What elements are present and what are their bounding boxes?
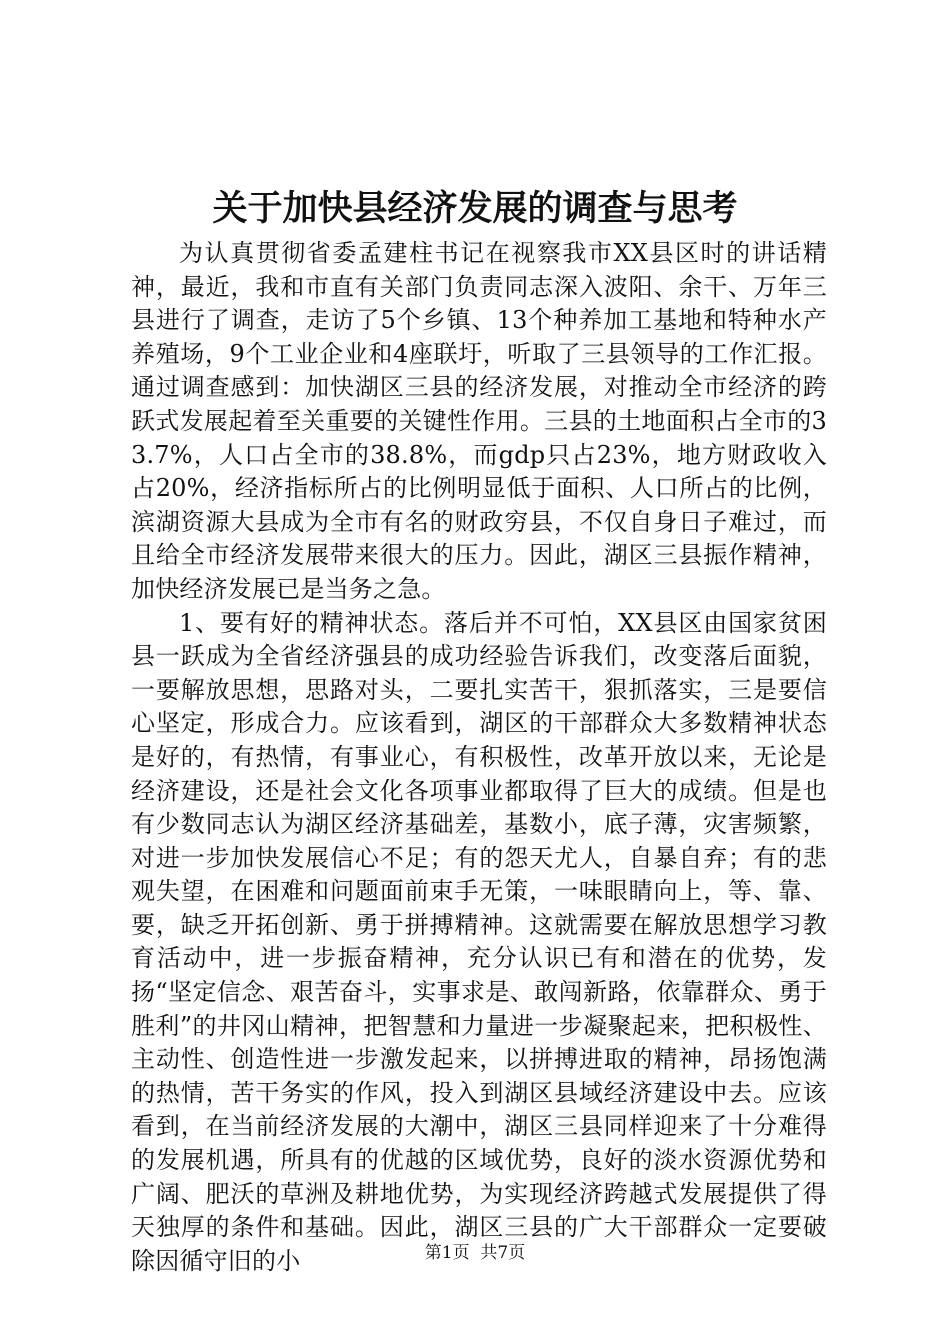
page-footer [0, 1242, 950, 1264]
page-number: 第1页 [424, 1243, 470, 1263]
page-total: 共7页 [480, 1243, 526, 1263]
footer-separator [470, 1243, 481, 1263]
paragraph-section-1: 1、要有好的精神状态。落后并不可怕，XX县区由国家贫困县一跃成为全省经济强县的成功经验告诉我们，改变落后面貌，一要解放思想，思路对头，二要扎实苦干，狠抓落实，三是要信心坚定，形成合力。应该看到，湖区的干部群众大多数精神状态是好的，有热情，有事业心，有积极性，改革开放以来，无论是经济建设，还是社会文化各项事业都取得了巨大的成绩。但是也有少数同志认为湖区经济基础差，基数小，底子薄，灾害频繁，对进一步加快发展信心不足；有的怨天尤人，自暴自弃；有的悲观失望，在困难和问题面前束手无策，一味眼睛向上，等、靠、要，缺乏开拓创新、勇于拼搏精神。这就需要在解放思想学习教育活动中，进一步振奋精神，充分认识已有和潜在的优势，发扬“坚定信念、艰苦奋斗，实事求是、敢闯新路，依靠群众、勇于胜利”的井冈山精神，把智慧和力量进一步凝聚起来，把积极性、主动性、创造性进一步激发起来，以拼搏进取的精神，昂扬饱满的热情，苦干务实的作风，投入到湖区县域经济建设中去。应该看到，在当前经济发展的大潮中，湖区三县同样迎来了十分难得的发展机遇，所具有的优越的区域优势，良好的淡水资源优势和广阔、肥沃的草洲及耕地优势，为实现经济跨越式发展提供了得天独厚的条件和基础。因此，湖区三县的广大干部群众一定要破除因循守旧的小 [131, 608, 827, 1275]
paragraph-intro: 为认真贯彻省委孟建柱书记在视察我市XX县区时的讲话精神，最近，我和市直有关部门负责同志深入波阳、余干、万年三县进行了调查，走访了5个乡镇、13个种养加工基地和特种水产养殖场，9个工业企业和4座联圩，听取了三县领导的工作汇报。通过调查感到：加快湖区三县的经济发展，对推动全市经济的跨跃式发展起着至关重要的关键性作用。三县的土地面积占全市的33.7%，人口占全市的38.8%，而gdp只占23%，地方财政收入占20%，经济指标所占的比例明显低于面积、人口所占的比例，滨湖资源大县成为全市有名的财政穷县，不仅自身日子难过，而且给全市经济发展带来很大的压力。因此，湖区三县振作精神，加快经济发展已是当务之急。 [131, 239, 827, 603]
document-title: 关于加快县经济发展的调查与思考 [212, 188, 738, 229]
document-body [131, 237, 827, 1278]
